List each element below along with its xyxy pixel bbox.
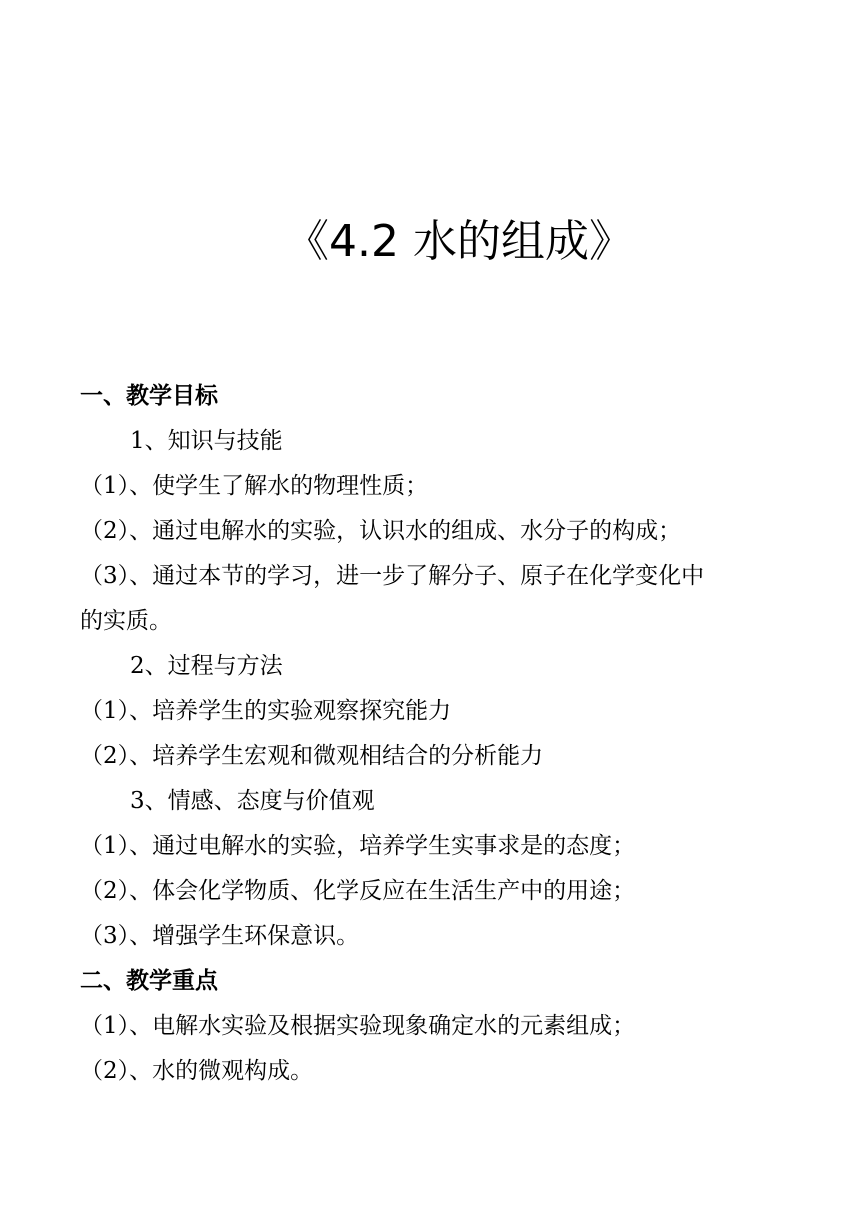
section-heading-teaching-key-points: 二、教学重点 <box>80 968 218 994</box>
document-body <box>80 374 800 1094</box>
objective-item: （2）、培养学生宏观和微观相结合的分析能力 <box>80 743 544 769</box>
objective-item: （1）、使学生了解水的物理性质； <box>80 473 429 499</box>
objective-item: （2）、通过电解水的实验，认识水的组成、水分子的构成； <box>80 518 682 544</box>
objective-item: （2）、体会化学物质、化学反应在生活生产中的用途； <box>80 878 636 904</box>
objective-item-continuation: 的实质。 <box>80 608 172 634</box>
objective-item: （1）、培养学生的实验观察探究能力 <box>80 698 452 724</box>
objective-item: （3）、增强学生环保意识。 <box>80 923 360 949</box>
section-heading-teaching-objectives: 一、教学目标 <box>80 383 218 409</box>
subheading-process-methods: 2、过程与方法 <box>130 653 283 679</box>
document-title: 《4.2 水的组成》 <box>285 216 633 267</box>
subheading-emotion-attitude-values: 3、情感、态度与价值观 <box>130 788 375 814</box>
key-point-item: （2）、水的微观构成。 <box>80 1058 314 1084</box>
objective-item: （3）、通过本节的学习，进一步了解分子、原子在化学变化中 <box>80 563 705 589</box>
objective-item: （1）、通过电解水的实验，培养学生实事求是的态度； <box>80 833 636 859</box>
subheading-knowledge-skills: 1、知识与技能 <box>130 428 283 454</box>
key-point-item: （1）、电解水实验及根据实验现象确定水的元素组成； <box>80 1013 636 1039</box>
